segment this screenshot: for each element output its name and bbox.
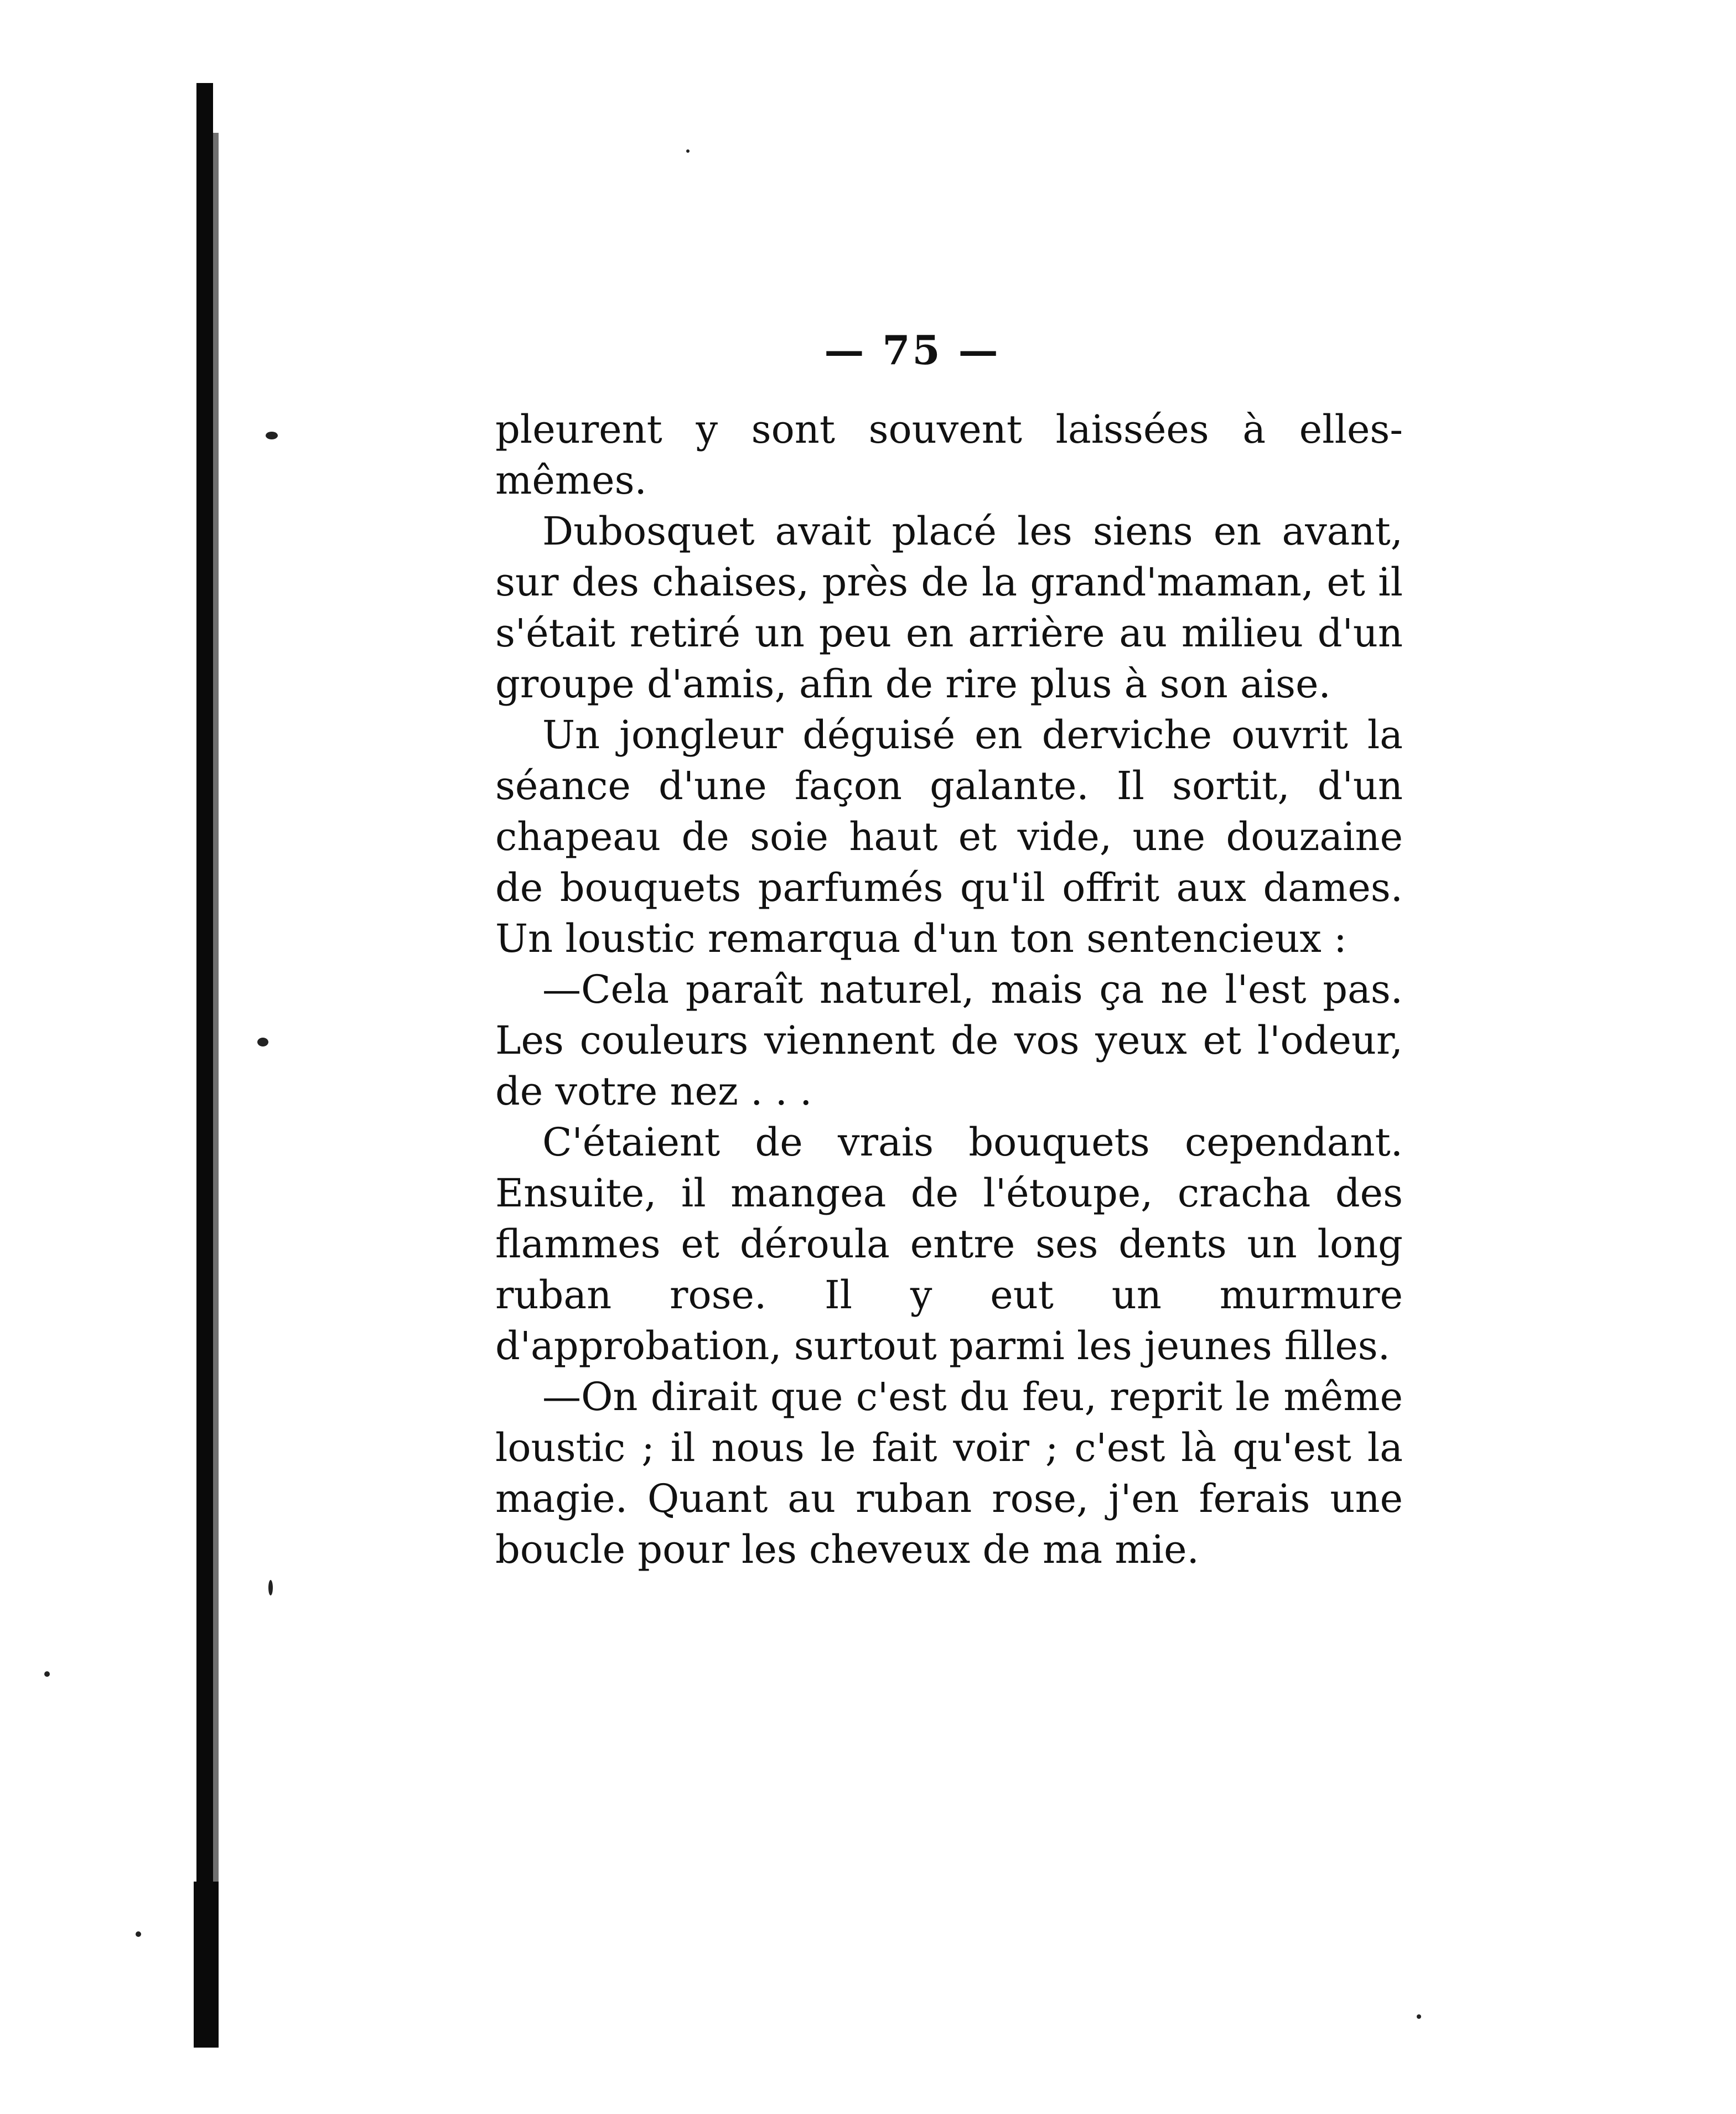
scan-speck	[266, 432, 278, 439]
scan-speck	[136, 1931, 141, 1937]
page-number: — 75 —	[824, 327, 1001, 374]
binding-shadow-foot	[194, 1882, 219, 2048]
binding-shadow	[196, 83, 213, 2042]
scan-speck	[257, 1038, 268, 1046]
scan-speck	[268, 1580, 273, 1595]
scan-speck	[1417, 2014, 1421, 2019]
paragraph: Dubosquet avait placé les siens en avant, sur des chaises, près de la grand'maman, et il s'était retiré un peu en arrière au milieu d'un groupe d'amis, afin de rire plus à son aise.	[495, 509, 1403, 707]
body-text	[495, 404, 1403, 1575]
paragraph: C'étaient de vrais bouquets cependant. Ensuite, il mangea de l'étoupe, cracha des flammes et déroula entre ses dents un long ruban rose. Il y eut un murmure d'approbation, surtout parmi les jeunes filles.	[495, 1120, 1403, 1369]
paragraph: Un jongleur déguisé en derviche ouvrit la séance d'une façon galante. Il sortit, d'un chapeau de soie haut et vide, une douzaine de bouquets parfumés qu'il offrit aux dames. Un loustic remarqua d'un ton sentencieux :	[495, 712, 1403, 961]
binding-shadow-inner	[213, 133, 219, 1959]
scan-speck	[44, 1671, 50, 1677]
paragraph: pleurent y sont souvent laissées à elles-mêmes.	[495, 407, 1403, 503]
paragraph: —On dirait que c'est du feu, reprit le même loustic ; il nous le fait voir ; c'est là qu'est la magie. Quant au ruban rose, j'en ferais une boucle pour les cheveux de ma mie.	[495, 1374, 1403, 1572]
paragraph: —Cela paraît naturel, mais ça ne l'est pas. Les couleurs viennent de vos yeux et l'odeur, de votre nez . . .	[495, 967, 1403, 1114]
scan-speck	[686, 149, 690, 153]
